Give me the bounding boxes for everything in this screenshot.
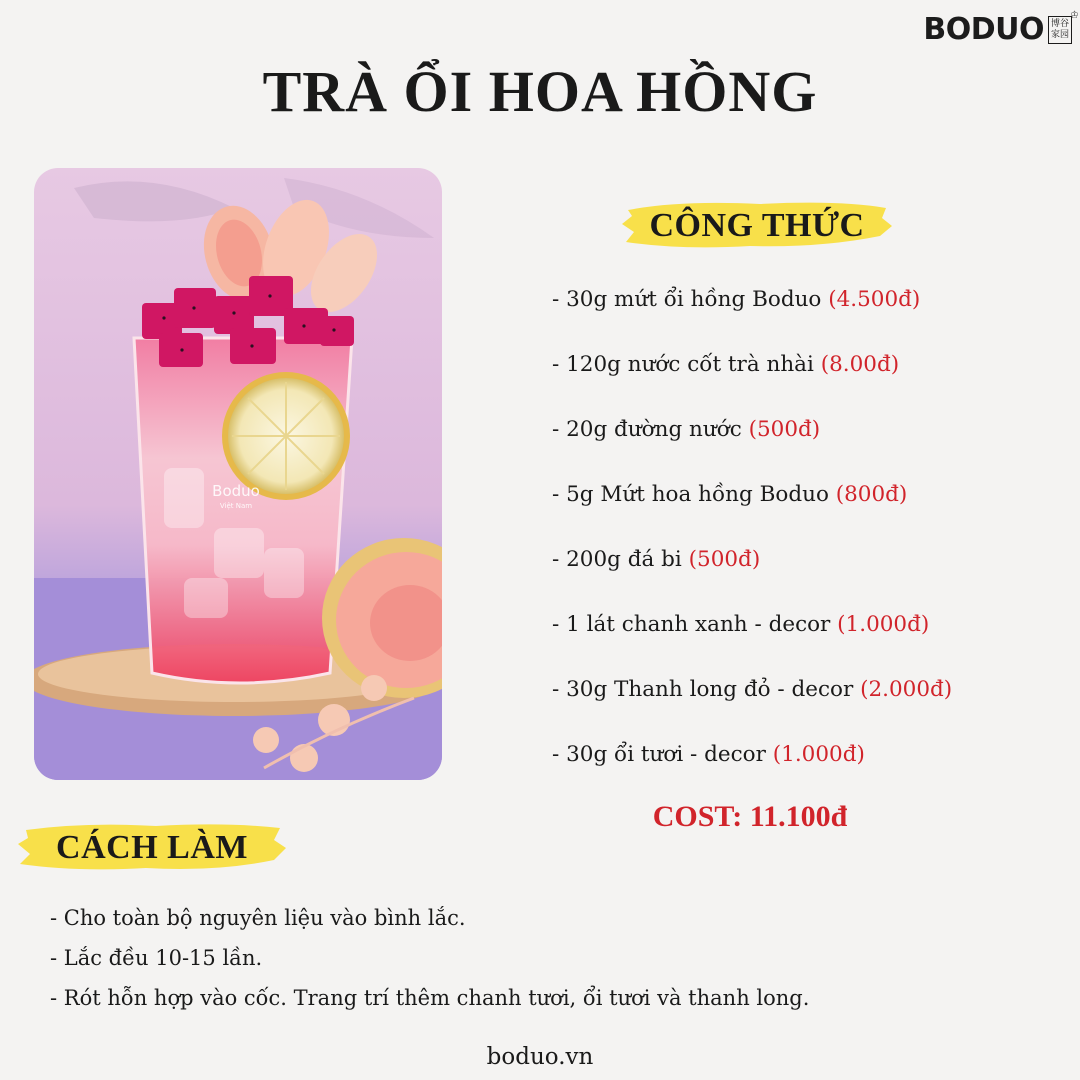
ingredient-price: (8.00đ) xyxy=(820,352,900,377)
ingredient-price: (800đ) xyxy=(835,482,908,507)
drink-illustration xyxy=(34,168,442,780)
brand-logo xyxy=(923,9,1079,47)
method-steps xyxy=(50,898,809,1018)
ingredient-price: (2.000đ) xyxy=(860,677,953,702)
recipe-heading-highlight xyxy=(620,196,894,256)
ingredient-item: - 30g Thanh long đỏ - decor (2.000đ) xyxy=(552,677,953,702)
ingredient-price: (500đ) xyxy=(748,417,821,442)
recipe-heading: CÔNG THỨC xyxy=(649,207,865,244)
ingredient-list xyxy=(552,280,952,800)
ingredient-price: (500đ) xyxy=(688,547,761,572)
cost-value: 11.100đ xyxy=(749,800,848,833)
crown-icon: ♔ xyxy=(1070,9,1079,21)
method-step: - Lắc đều 10-15 lần. xyxy=(50,946,263,970)
ingredient-item: - 200g đá bi (500đ) xyxy=(552,547,761,572)
method-heading-highlight xyxy=(16,818,288,878)
method-step: - Cho toàn bộ nguyên liệu vào bình lắc. xyxy=(50,906,466,930)
method-step: - Rót hỗn hợp vào cốc. Trang trí thêm chanh tươi, ổi tươi và thanh long. xyxy=(50,986,810,1010)
ingredient-item: - 20g đường nước (500đ) xyxy=(552,417,821,442)
cost-label: COST: xyxy=(652,800,750,833)
ingredient-item: - 5g Mứt hoa hồng Boduo (800đ) xyxy=(552,482,908,507)
ingredient-item: - 30g ổi tươi - decor (1.000đ) xyxy=(552,742,865,767)
brand-seal-bottom: 家园 xyxy=(1050,29,1069,40)
photo-watermark-name: Boduo xyxy=(212,482,260,500)
drink-photo xyxy=(34,168,442,780)
ingredient-item: - 30g mứt ổi hồng Boduo (4.500đ) xyxy=(552,287,921,312)
brand-seal xyxy=(1048,9,1079,44)
ingredient-item: - 1 lát chanh xanh - decor (1.000đ) xyxy=(552,612,930,637)
brand-seal-top: 博谷 xyxy=(1050,18,1069,29)
brand-name: BODUO xyxy=(923,12,1044,47)
website-link[interactable]: boduo.vn xyxy=(486,1044,594,1070)
ingredient-item: - 120g nước cốt trà nhài (8.00đ) xyxy=(552,352,900,377)
ingredient-price: (4.500đ) xyxy=(828,287,921,312)
total-cost xyxy=(600,800,900,834)
ingredient-price: (1.000đ) xyxy=(772,742,865,767)
page-title: TRÀ ỔI HOA HỒNG xyxy=(262,59,818,124)
photo-watermark-sub: Việt Nam xyxy=(219,502,253,510)
ingredient-price: (1.000đ) xyxy=(837,612,930,637)
method-heading: CÁCH LÀM xyxy=(56,829,248,866)
